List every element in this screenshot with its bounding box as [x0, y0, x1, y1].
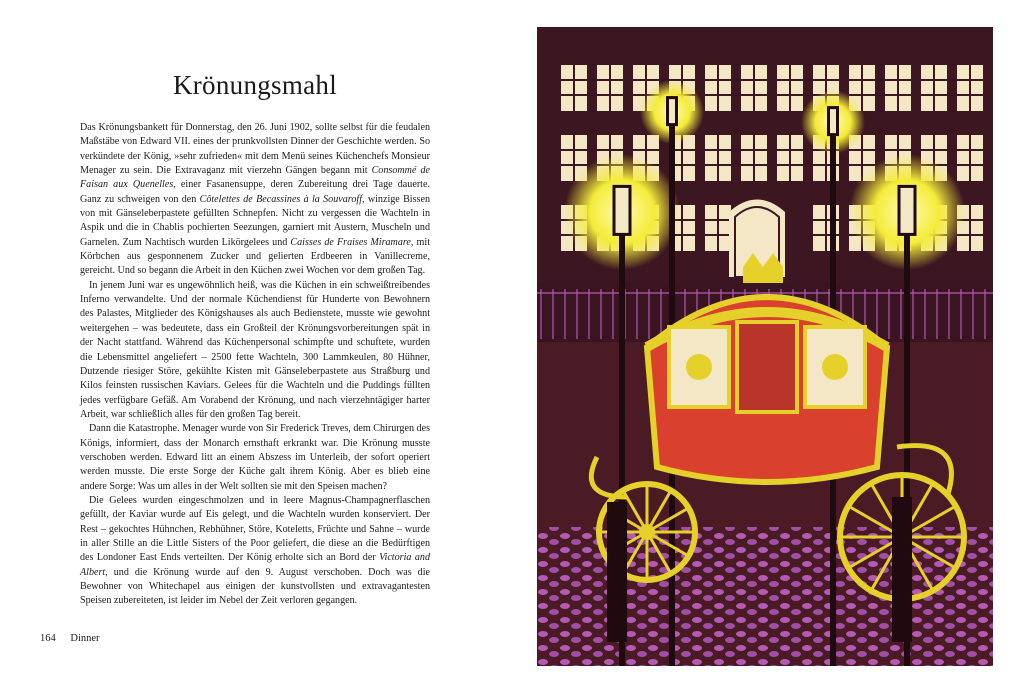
bollard	[607, 502, 627, 642]
paragraph	[80, 494, 430, 609]
text-run: , mit Körbchen aus gesponnenem Zucker und gelierten Erdbeeren in Vanillecreme, gereicht. Und so begann die Arbeit in den Küchen zwei Wochen vor dem großen Tag.	[80, 236, 431, 277]
text-run: , einer Fasanensuppe, deren Zubereitung drei Tage dauerte. Ganz zu schweigen von den	[80, 179, 430, 205]
page-title: Krönungsmahl	[172, 70, 338, 100]
text-run: Das Krönungsbankett für Donnerstag, den 26. Juni 1902, sollte selbst für die feudalen Maßstäbe von Edward VII. eines der prunkvollsten Dinner der Geschichte werden. So verkündete der König, »sehr zufrieden« mit dem Menü seines Küchenchefs Monsieur Menager zu sein. Die Extravaganz mit vierzehn Gängen begann mit	[80, 122, 430, 177]
text-run: Dann die Katastrophe. Menager wurde von Sir Frederick Treves, dem Chirurgen des Königs, informiert, dass der Monarch ernsthaft erkrankt war. Die Krönung musste verschoben werden. Edward litt an einem Abszess im Unterleib, der sofort operiert werden musste. Die erste Sorge der Küche galt ihrem König. Aber es blieb eine andere Sorge: Was um alles in der Welt sollten sie mit den Speisen machen?	[80, 423, 430, 492]
italic-dish-name: Côtelettes de Becassines à la Souvaroff	[199, 193, 363, 205]
bollard	[892, 497, 912, 642]
carriage-illustration	[537, 27, 993, 666]
paragraph	[80, 422, 430, 494]
page-footer	[40, 633, 100, 644]
paragraph	[80, 279, 430, 422]
section-name: Dinner	[70, 633, 100, 644]
text-run: Die Gelees wurden eingeschmolzen und in leere Magnus-Champagnerflaschen gefüllt, der Kaviar wurde auf Eis gelegt, und die Wachteln wurden konserviert. Der Rest – gekochtes Hühnchen, Rebhühner, Störe, Koteletts, Früchte und Sahne – wurde in aller Stille an die Little Sisters of the Poor geliefert, die diese an die Bedürftigen des Londoner East Ends verteilten. Der König erholte sich an Bord der	[80, 494, 430, 564]
italic-dish-name: Victoria and Albert	[80, 552, 430, 578]
article-body	[80, 121, 430, 609]
italic-dish-name: Caisses de Fraises Miramare	[290, 236, 411, 248]
page-number: 164	[40, 633, 56, 644]
italic-dish-name: Consommé de Faisan aux Quenelles	[80, 165, 430, 191]
text-run: , winzige Bissen von mit Gänseleberpastete gefüllten Schnepfen. Nicht zu vergessen die Wachteln in Aspik und die in Chablis pochierten Seezungen, garniert mit Austern, Muscheln und Garnelen. Zum Nachtisch wurden Likörgelees und	[80, 193, 430, 248]
text-run: , und die Krönung wurde auf den 9. August verschoben. Doch was die Bewohner von Whitechapel aus einigen der kunstvollsten und extravagantesten Speisen zubereiteten, ist leider im Nebel der Zeit verloren gegangen.	[80, 566, 430, 607]
paragraph	[80, 121, 430, 279]
text-run: In jenem Juni war es ungewöhnlich heiß, was die Küchen in ein schweißtreibendes Inferno verwandelte. Und der normale Küchendienst für Hunderte von Bewohnern des Palastes, Mitglieder des Königshauses als auch Bedienstete, musste wie gewohnt weitergehen – was bedeutete, dass ein Großteil der Krönungsvorbereitungen spät in der Nacht stattfand. Während das Küchenpersonal schimpfte und schuftete, wurden die Lebensmittel angeliefert – 2500 fette Wachteln, 300 Lammkeulen, 80 Hühner, Dutzende riesiger Störe, gekühlte Kisten mit Gänseleberpastete aus Straßburg und Kilos feinsten russischen Kaviars. Gelees für die Wachteln und die Puddings füllten jedes verfügbare Gefäß. Am Vorabend der Krönung, und nach vierzehntägiger harter Arbeit, war schließlich alles für den großen Tag bereit.	[80, 279, 430, 420]
illustration-svg	[537, 27, 993, 666]
